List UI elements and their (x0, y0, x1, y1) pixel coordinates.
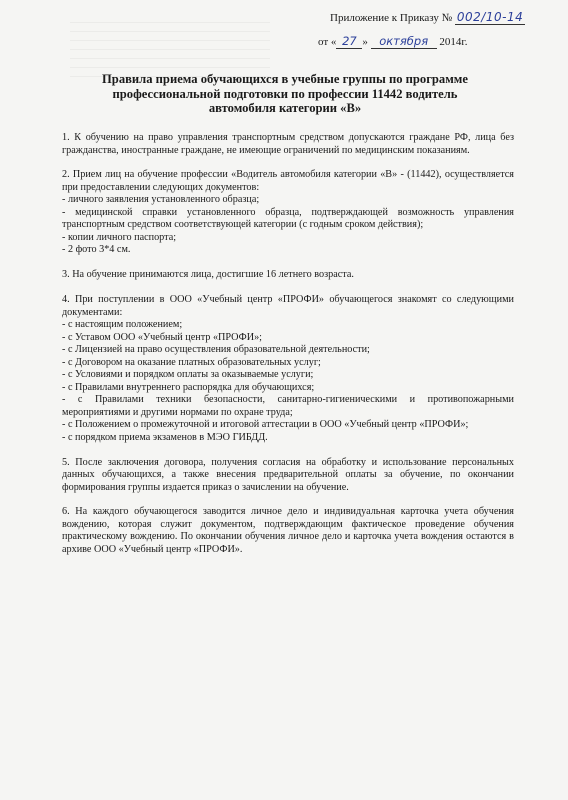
paragraph-6: 6. На каждого обучающегося заводится личное дело и индивидуальная карточка учета обучения вождению, которая служит документом, подтверждающим фактическое проведение обучения практическому вождению. По окончании обучения личное дело и карточка учета вождения остаются в архиве ООО «Учебный центр «ПРОФИ». (62, 506, 514, 555)
list-item: - копии личного паспорта; (62, 231, 177, 243)
title-line-2: профессиональной подготовки по профессии 11442 водитель (112, 86, 458, 101)
document-title (40, 72, 530, 116)
date-year: 2014г. (439, 36, 468, 48)
list-item: - личного заявления установленного образца; (62, 194, 260, 206)
list-item: - с Уставом ООО «Учебный центр «ПРОФИ»; (62, 331, 262, 343)
paragraph-2 (62, 169, 514, 257)
title-line-3: автомобиля категории «В» (208, 101, 362, 115)
paragraph-4 (62, 294, 514, 444)
date-prefix: от « (318, 36, 337, 48)
date-separator: » (362, 36, 368, 48)
paragraph-2-intro: 2. Прием лиц на обучение профессии «Водитель автомобиля категории «В» - (11442), осуществляется при предоставлении следующих документов: (62, 169, 514, 193)
appendix-prefix: Приложение к Приказу № (330, 12, 453, 24)
list-item: - с Правилами внутреннего распорядка для обучающихся; (62, 381, 315, 393)
list-item: - с порядком приема экзаменов в МЭО ГИБДД. (62, 431, 268, 443)
faded-stamp-mark (70, 22, 270, 77)
order-number: 002/10-14 (456, 10, 524, 24)
paragraph-4-intro: 4. При поступлении в ООО «Учебный центр «ПРОФИ» обучающегося знакомят со следующими документами: (62, 294, 514, 318)
paragraph-5: 5. После заключения договора, получения согласия на обработку и использование персональных данных обучающихся, а также внесения предварительной оплаты за обучение, по окончании формирования группы издается приказ о зачислении на обучение. (62, 456, 514, 493)
list-item: - с Договором на оказание платных образовательных услуг; (62, 356, 321, 368)
date-line (318, 34, 467, 49)
title-line-1: Правила приема обучающихся в учебные группы по программе (102, 72, 468, 86)
list-item: - с настоящим положением; (62, 319, 183, 331)
list-item: - 2 фото 3*4 см. (62, 244, 131, 256)
list-item: - с Правилами техники безопасности, санитарно-гигиеническими и противопожарными мероприятиями и другими нормами по охране труда; (62, 394, 514, 418)
paragraph-3: 3. На обучение принимаются лица, достигшие 16 летнего возраста. (62, 269, 354, 281)
list-item: - медицинской справки установленного образца, подтверждающей возможность управления транспортным средством соответствующей категории (с годным сроком действия); (62, 206, 514, 231)
list-item: - с Положением о промежуточной и итоговой аттестации в ООО «Учебный центр «ПРОФИ»; (62, 419, 469, 431)
list-item: - с Условиями и порядком оплаты за оказываемые услуги; (62, 369, 314, 381)
document-body (62, 132, 514, 556)
date-day: 27 (336, 34, 362, 49)
paragraph-1: 1. К обучению на право управления транспортным средством допускаются граждане РФ, лица без гражданства, иностранные граждане, не имеющие ограничений по медицинским показаниям. (62, 132, 514, 156)
appendix-line (330, 10, 525, 25)
list-item: - с Лицензией на право осуществления образовательной деятельности; (62, 344, 370, 356)
date-month: октября (371, 34, 437, 49)
